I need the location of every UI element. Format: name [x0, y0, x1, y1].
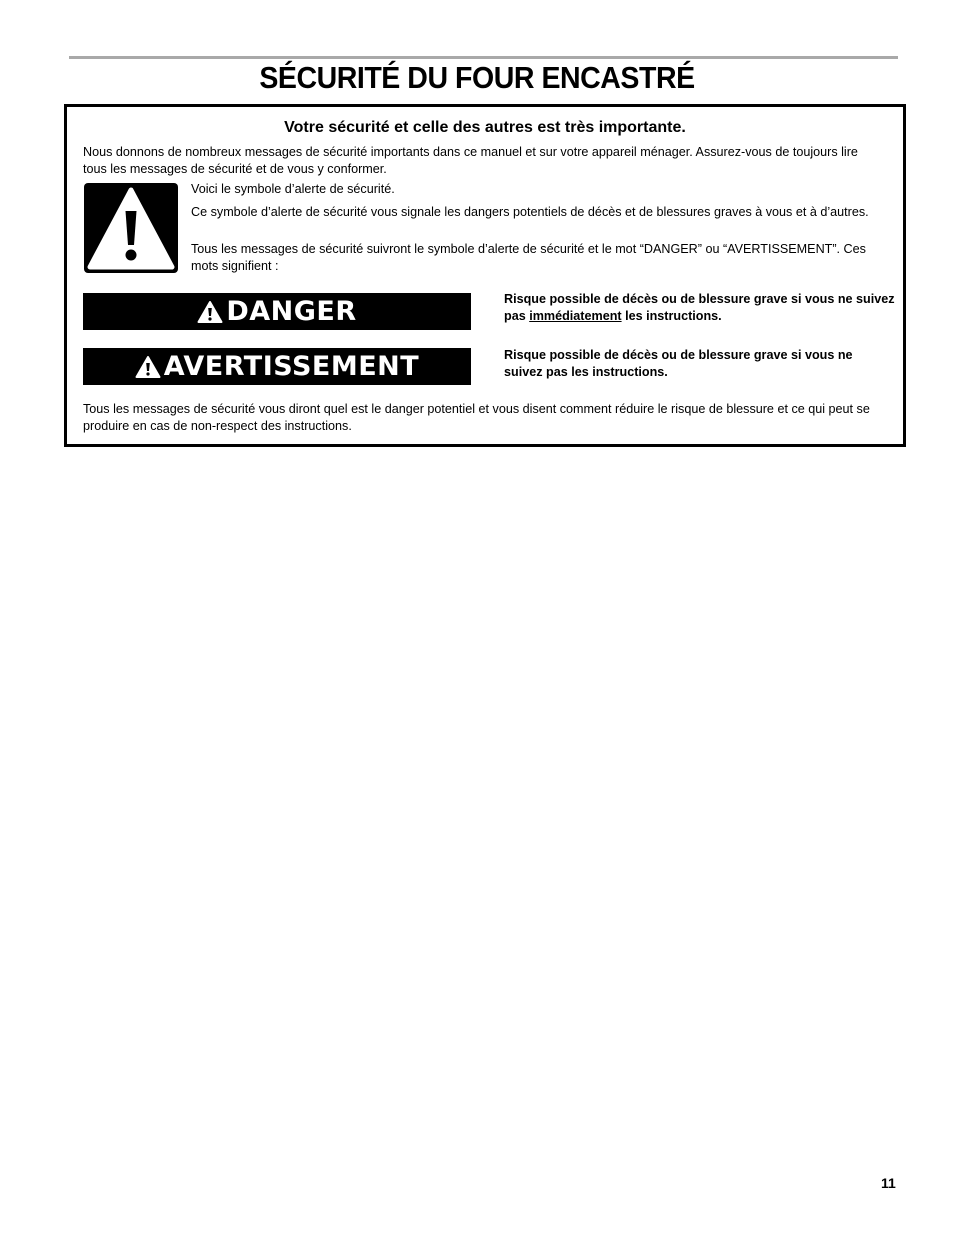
danger-definition [504, 291, 899, 324]
safety-closing-text: Tous les messages de sécurité vous diront quel est le danger potentiel et vous disent comment réduire le risque de blessure et ce qui peut se produire en cas de non-respect des instructions. [83, 402, 870, 433]
warning-label: AVERTISSEMENT [163, 351, 420, 382]
danger-banner [83, 293, 471, 330]
alert-symbol-meaning: Ce symbole d’alerte de sécurité vous signale les dangers potentiels de décès et de blessures graves à vous et à d’autres. [191, 205, 869, 219]
warning-triangle-icon [197, 300, 223, 324]
safety-box-heading: Votre sécurité et celle des autres est très importante. [284, 119, 686, 136]
page-title: SÉCURITÉ DU FOUR ENCASTRÉ [259, 60, 695, 95]
safety-information-box [64, 104, 906, 447]
alert-symbol-text: Voici le symbole d’alerte de sécurité. [191, 182, 395, 196]
page-number: 11 [881, 1175, 896, 1191]
danger-definition-end: les instructions. [621, 308, 722, 323]
warning-definition: Risque possible de décès ou de blessure grave si vous ne suivez pas les instructions. [504, 348, 853, 379]
signal-words-intro: Tous les messages de sécurité suivront le symbole d’alerte de sécurité et le mot “DANGER” ou “AVERTISSEMENT”. Ces mots signifient : [191, 242, 866, 273]
header-rule [69, 56, 898, 59]
danger-definition-start: Risque possible de décès ou de blessure grave si vous ne suivez pas [504, 292, 895, 323]
warning-triangle-icon [135, 355, 161, 379]
danger-definition-emphasis: immédiatement [529, 308, 622, 323]
danger-label: DANGER [226, 296, 357, 327]
warning-banner [83, 348, 471, 385]
safety-intro-text: Nous donnons de nombreux messages de sécurité importants dans ce manuel et sur votre appareil ménager. Assurez-vous de toujours lire tous les messages de sécurité et de vous y conformer. [83, 145, 858, 176]
safety-alert-triangle-icon [84, 183, 178, 273]
